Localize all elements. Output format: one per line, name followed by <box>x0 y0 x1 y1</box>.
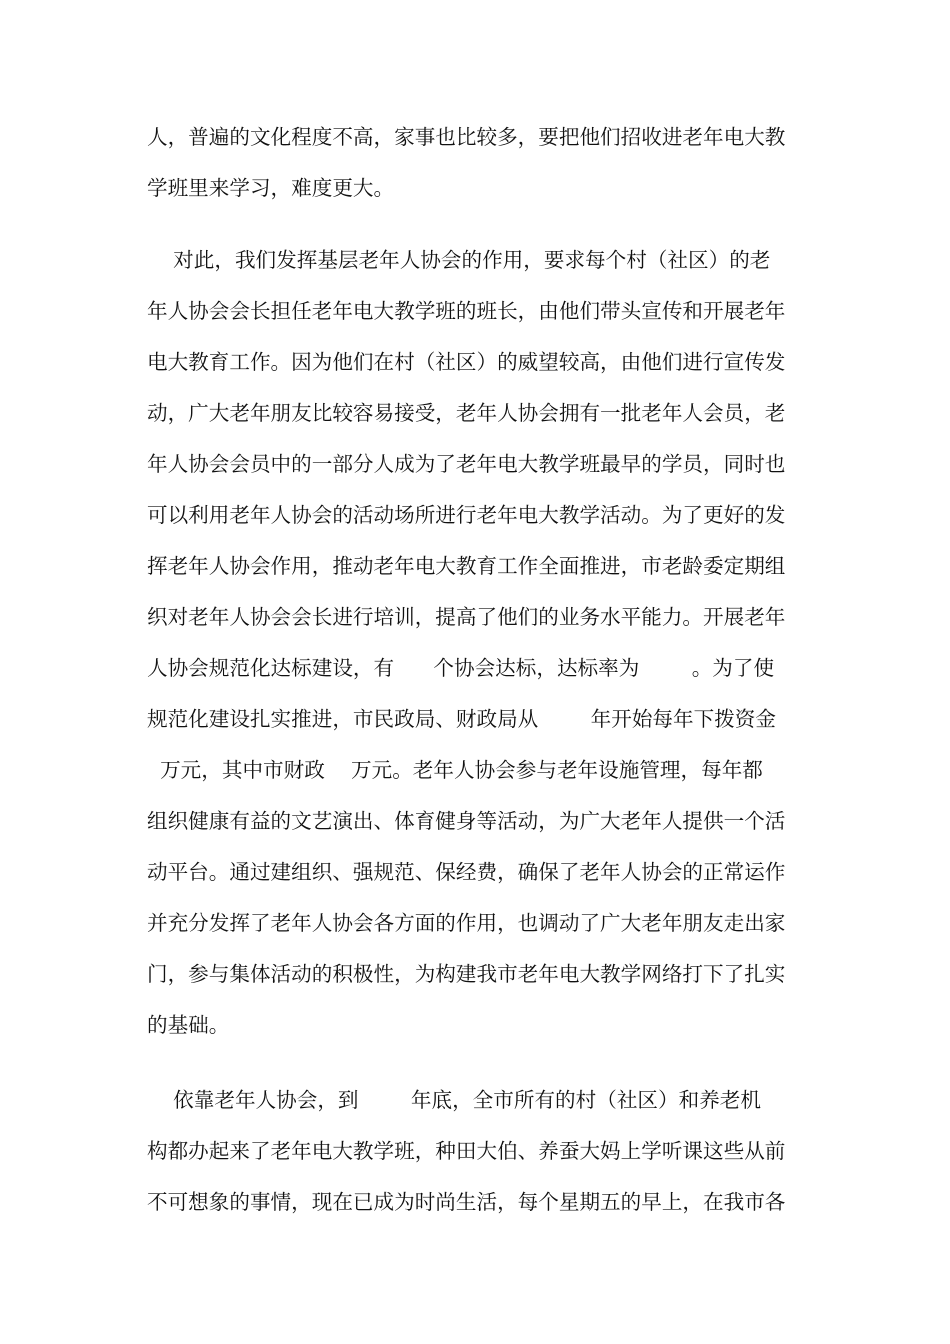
text-line: 对此，我们发挥基层老年人协会的作用，要求每个村（社区）的老 <box>147 248 771 272</box>
text-line: 可以利用老年人协会的活动场所进行老年电大教学活动。为了更好的发 <box>147 503 786 527</box>
text-line: 门，参与集体活动的积极性，为构建我市老年电大教学网络打下了扎实 <box>147 962 786 986</box>
text-line: 人，普遍的文化程度不高，家事也比较多，要把他们招收进老年电大教 <box>147 125 786 149</box>
text-line: 万元，其中市财政 万元。老年人协会参与老年设施管理，每年都 <box>147 758 763 782</box>
text-line: 学班里来学习，难度更大。 <box>147 176 395 200</box>
text-line: 的基础。 <box>147 1013 230 1037</box>
text-line: 动平台。通过建组织、强规范、保经费，确保了老年人协会的正常运作 <box>147 860 786 884</box>
text-line: 并充分发挥了老年人协会各方面的作用，也调动了广大老年朋友走出家 <box>147 911 786 935</box>
text-line: 挥老年人协会作用，推动老年电大教育工作全面推进，市老龄委定期组 <box>147 554 786 578</box>
text-line: 动，广大老年朋友比较容易接受，老年人协会拥有一批老年人会员，老 <box>147 401 786 425</box>
text-line: 不可想象的事情，现在已成为时尚生活，每个星期五的早上，在我市各 <box>147 1190 786 1214</box>
text-line: 电大教育工作。因为他们在村（社区）的威望较高，由他们进行宣传发 <box>147 350 786 374</box>
text-line: 年人协会会长担任老年电大教学班的班长，由他们带头宣传和开展老年 <box>147 299 786 323</box>
text-line: 规范化建设扎实推进，市民政局、财政局从 年开始每年下拨资金 <box>147 707 776 731</box>
text-line: 年人协会会员中的一部分人成为了老年电大教学班最早的学员，同时也 <box>147 452 786 476</box>
text-line: 组织健康有益的文艺演出、体育健身等活动，为广大老年人提供一个活 <box>147 809 786 833</box>
text-line: 织对老年人协会会长进行培训，提高了他们的业务水平能力。开展老年 <box>147 605 786 629</box>
text-line: 人协会规范化达标建设，有 个协会达标，达标率为 。为了使 <box>147 656 775 680</box>
text-line: 依靠老年人协会，到 年底，全市所有的村（社区）和养老机 <box>147 1088 761 1112</box>
text-line: 构都办起来了老年电大教学班，种田大伯、养蚕大妈上学听课这些从前 <box>147 1139 786 1163</box>
